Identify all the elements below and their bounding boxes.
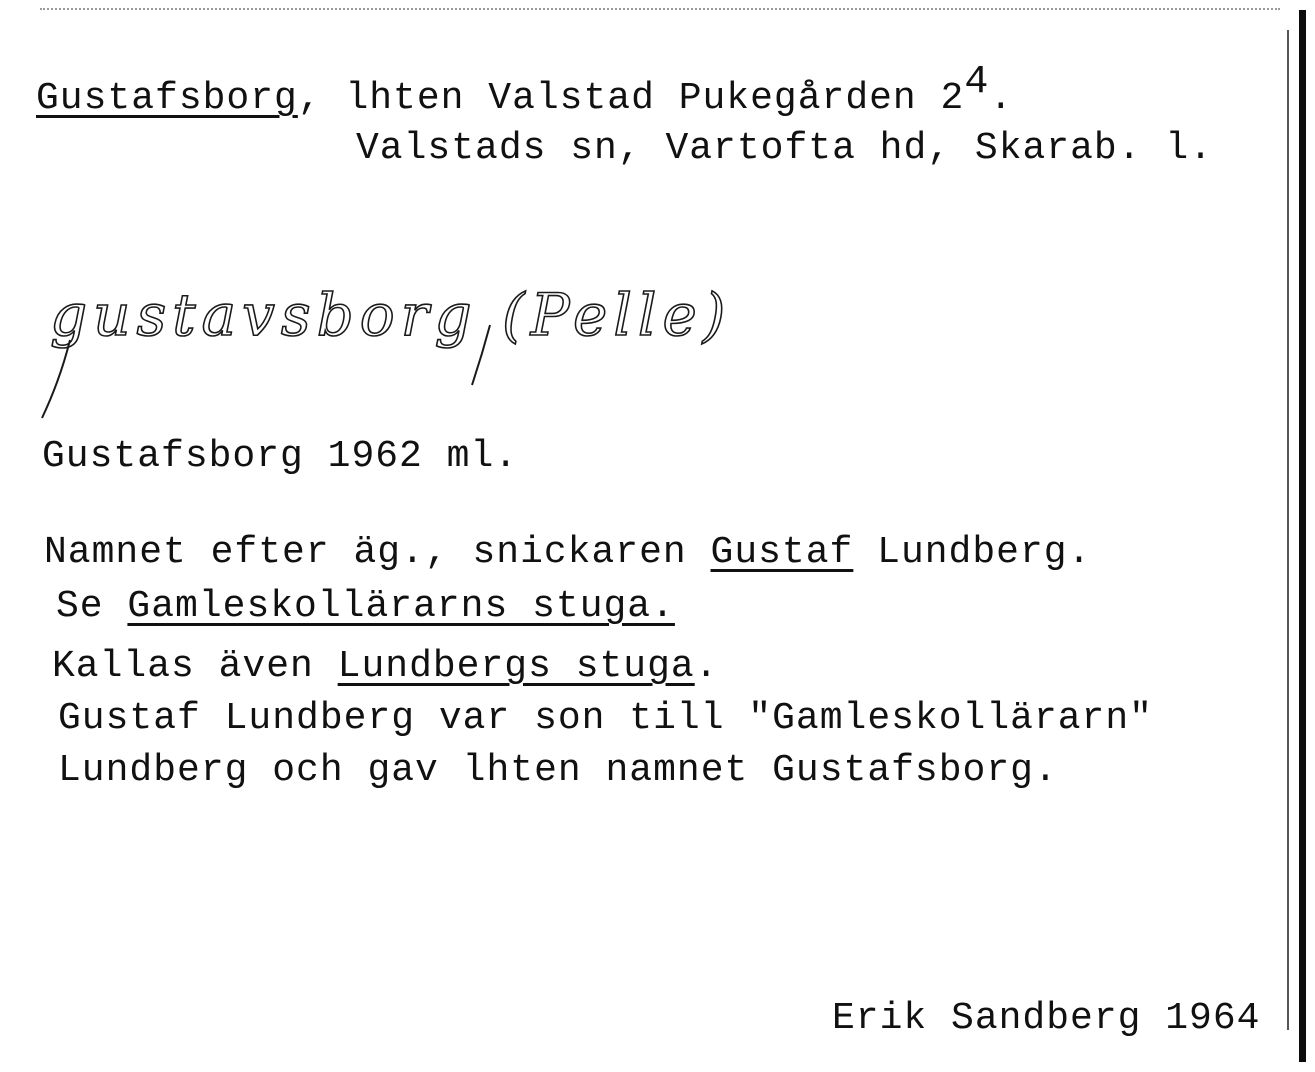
card-right-edge-shadow — [1287, 30, 1289, 1030]
body-line-2-pre: Se — [56, 585, 128, 628]
header-line-1 — [36, 60, 1014, 122]
handwritten-note — [30, 240, 790, 430]
body-line-4: Gustaf Lundberg var son till "Gamleskollärarn" — [58, 697, 1153, 740]
header-line-1-rest: , lhten Valstad Pukegården 2 — [297, 77, 965, 120]
body-line-5: Lundberg och gav lhten namnet Gustafsborg. — [58, 749, 1058, 792]
handwriting-descender-1 — [42, 340, 70, 418]
header-line-2: Valstads sn, Vartofta hd, Skarab. l. — [356, 127, 1213, 170]
place-name: Gustafsborg — [36, 77, 298, 120]
body-line-1-pre: Namnet efter äg., snickaren — [44, 531, 711, 574]
card-top-edge — [40, 8, 1280, 10]
body-line-3 — [52, 644, 719, 690]
body-line-1 — [44, 530, 1091, 576]
signature: Erik Sandberg 1964 — [832, 997, 1261, 1040]
card-right-edge — [1299, 10, 1306, 1062]
body-line-3-post: . — [694, 645, 719, 688]
body-line-2 — [56, 584, 675, 630]
header-line-1-end: . — [989, 77, 1014, 120]
underlined-gustaf: Gustaf — [710, 531, 854, 574]
body-line-1-post: Lundberg. — [853, 531, 1092, 574]
header-superscript: 4 — [964, 60, 990, 105]
handwritten-text: gustavsborg (Pelle) — [50, 281, 732, 349]
underlined-gamleskollararns-stuga: Gamleskollärarns stuga. — [127, 585, 675, 628]
record-line: Gustafsborg 1962 ml. — [42, 435, 519, 478]
body-line-3-pre: Kallas även — [52, 645, 338, 688]
underlined-lundbergs-stuga: Lundbergs stuga — [337, 645, 695, 688]
